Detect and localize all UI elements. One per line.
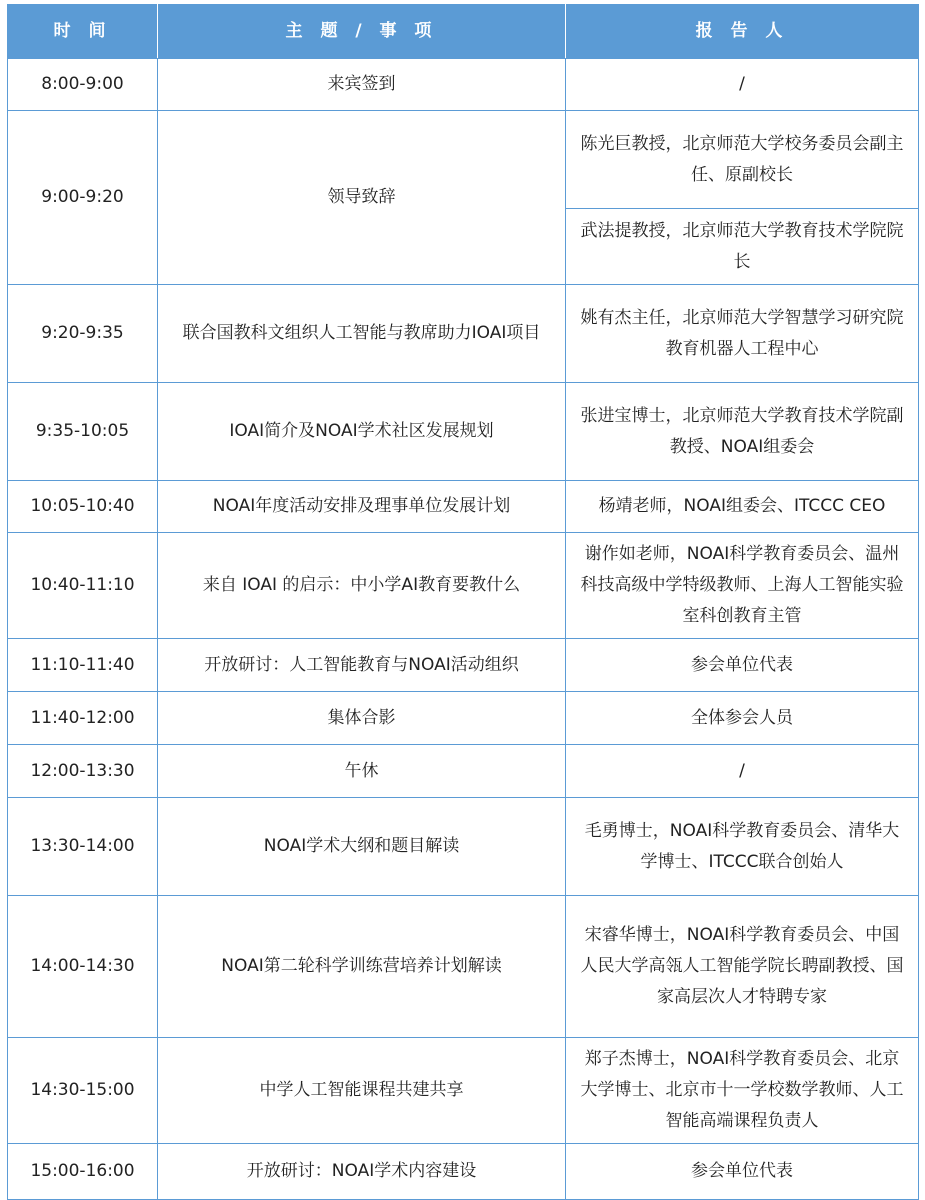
topic-cell: IOAI简介及NOAI学术社区发展规划: [158, 383, 566, 481]
topic-cell: NOAI学术大纲和题目解读: [158, 798, 566, 896]
speaker-cell: 谢作如老师，NOAI科学教育委员会、温州科技高级中学特级教师、上海人工智能实验室科创教育主管: [566, 533, 919, 639]
time-cell: 15:00-16:00: [8, 1144, 158, 1200]
table-row: [8, 639, 919, 692]
table-row: [8, 533, 919, 639]
speaker-cell: 参会单位代表: [566, 639, 919, 692]
speaker-cell: 杨靖老师，NOAI组委会、ITCCC CEO: [566, 481, 919, 533]
table-row: [8, 798, 919, 896]
table-row: [8, 481, 919, 533]
table-row: [8, 745, 919, 798]
time-cell: 9:00-9:20: [8, 111, 158, 285]
speaker-cell: /: [566, 745, 919, 798]
time-cell: 9:35-10:05: [8, 383, 158, 481]
header-speaker: 报 告 人: [566, 5, 919, 59]
table-row: [8, 383, 919, 481]
time-cell: 14:00-14:30: [8, 896, 158, 1038]
time-cell: 11:10-11:40: [8, 639, 158, 692]
table-row: [8, 111, 919, 209]
speaker-cell: 全体参会人员: [566, 692, 919, 745]
topic-cell: 来自 IOAI 的启示：中小学AI教育要教什么: [158, 533, 566, 639]
header-time: 时 间: [8, 5, 158, 59]
speaker-cell: 武法提教授，北京师范大学教育技术学院院长: [566, 209, 919, 285]
topic-cell: 中学人工智能课程共建共享: [158, 1038, 566, 1144]
speaker-cell: 郑子杰博士，NOAI科学教育委员会、北京大学博士、北京市十一学校数学教师、人工智能高端课程负责人: [566, 1038, 919, 1144]
speaker-cell: 宋睿华博士，NOAI科学教育委员会、中国人民大学高瓴人工智能学院长聘副教授、国家高层次人才特聘专家: [566, 896, 919, 1038]
header-topic: 主 题 / 事 项: [158, 5, 566, 59]
topic-cell: 集体合影: [158, 692, 566, 745]
time-cell: 10:40-11:10: [8, 533, 158, 639]
table-row: [8, 59, 919, 111]
topic-cell: 开放研讨：NOAI学术内容建设: [158, 1144, 566, 1200]
time-cell: 13:30-14:00: [8, 798, 158, 896]
speaker-cell: 姚有杰主任，北京师范大学智慧学习研究院教育机器人工程中心: [566, 285, 919, 383]
time-cell: 12:00-13:30: [8, 745, 158, 798]
speaker-cell: /: [566, 59, 919, 111]
table-row: [8, 692, 919, 745]
speaker-cell: 毛勇博士，NOAI科学教育委员会、清华大学博士、ITCCC联合创始人: [566, 798, 919, 896]
time-cell: 8:00-9:00: [8, 59, 158, 111]
topic-cell: 联合国教科文组织人工智能与教席助力IOAI项目: [158, 285, 566, 383]
speaker-cell: 张进宝博士，北京师范大学教育技术学院副教授、NOAI组委会: [566, 383, 919, 481]
topic-cell: NOAI年度活动安排及理事单位发展计划: [158, 481, 566, 533]
topic-cell: 来宾签到: [158, 59, 566, 111]
time-cell: 9:20-9:35: [8, 285, 158, 383]
topic-cell: NOAI第二轮科学训练营培养计划解读: [158, 896, 566, 1038]
topic-cell: 开放研讨：人工智能教育与NOAI活动组织: [158, 639, 566, 692]
schedule-table: [7, 4, 919, 1200]
time-cell: 10:05-10:40: [8, 481, 158, 533]
topic-cell: 领导致辞: [158, 111, 566, 285]
time-cell: 14:30-15:00: [8, 1038, 158, 1144]
topic-cell: 午休: [158, 745, 566, 798]
table-row: [8, 896, 919, 1038]
time-cell: 11:40-12:00: [8, 692, 158, 745]
table-row: [8, 1144, 919, 1200]
speaker-cell: 陈光巨教授，北京师范大学校务委员会副主任、原副校长: [566, 111, 919, 209]
table-row: [8, 285, 919, 383]
header-row: [8, 5, 919, 59]
speaker-cell: 参会单位代表: [566, 1144, 919, 1200]
table-row: [8, 1038, 919, 1144]
